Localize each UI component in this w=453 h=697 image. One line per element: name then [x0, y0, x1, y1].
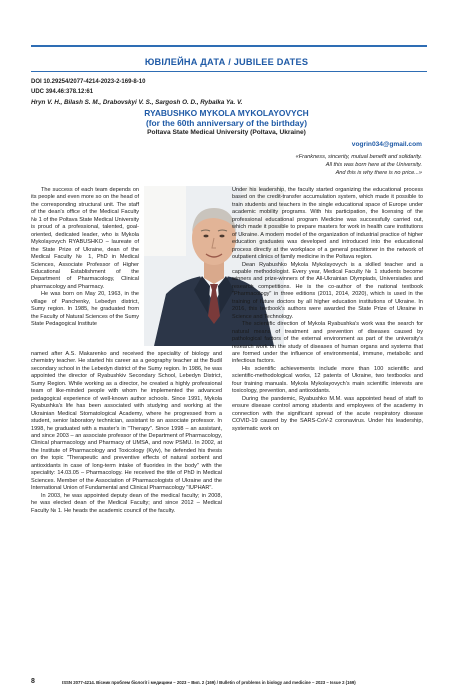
article-subtitle: (for the 60th anniversary of the birthday)	[145, 118, 307, 128]
authors-line: Hryn V. H., Bilash S. M., Drabovskyi V. S., Sargosh O. D., Rybalka Ya. V.	[31, 99, 243, 106]
page-number: 8	[31, 678, 35, 685]
email-link[interactable]: vogrin034@gmail.com	[351, 141, 422, 148]
banner-rule	[31, 71, 427, 72]
section-banner: ЮВІЛЕЙНА ДАТА / JUBILEE DATES	[144, 57, 309, 67]
top-rule	[31, 45, 427, 47]
epigraph-line-2: All this was born here at the University.	[325, 162, 422, 168]
paragraph-teaching: Dean Ryabushko Mykola Mykolayovych is a skilled teacher and a capable methodologist. Every year, Medical Faculty № 1 students become winners and prize-winners of the All-Ukrainian Olympiads, Universiades and research competitions. He is the co-author of the national textbook "Pharmacology" in three editions (2011, 2014, 2020), which is used in the training of future doctors by all higher education institutions of Ukraine. In 2016, this textbook's authors were awarded the State Prize of Ukraine in Science and Technology.	[232, 261, 423, 320]
paragraph-birth: He was born on May 20, 1963, in the village of Panchenky, Lebedyn district, Sumy region. In 1985, he graduated from the Faculty of Natural Sciences of the Sumy State Pedagogical Institute	[31, 291, 139, 328]
left-column-lower	[31, 351, 222, 515]
epigraph-line-1: «Frankness, sincerity, mutual benefit and solidarity.	[295, 154, 422, 160]
paragraph-dean: In 2003, he was appointed deputy dean of the medical faculty; in 2008, he was elected dean of the Medical Faculty; and since 2012 – Medical Faculty № 1. He heads the academic council of the faculty.	[31, 492, 222, 514]
paragraph-achievements: His scientific achievements include more than 100 scientific and scientific-methodological works, 12 patents of Ukraine, two textbooks and four training manuals. Mykola Mykolayovych's main scientific interests are toxicology, prevention, and antioxidants.	[232, 365, 423, 395]
epigraph-line-3: And this is why there is no price...»	[335, 170, 422, 176]
udc-line: UDC 394.46:378.12:61	[31, 89, 94, 95]
article-title: RYABUSHKO MYKOLA MYKOLAYOVYCH	[144, 108, 309, 118]
paragraph-career: named after A.S. Makarenko and received the speciality of biology and chemistry teacher. He started his career as a geography teacher at the Budil secondary school in the Lebedyn district of the Sumy region. In 1986, he was appointed the director of Ryabushkiv Secondary School, Lebedyn District, Sumy Region. While working as a director, he created a highly professional team of like-minded people with whom he implemented the advanced pedagogical experience of well-known author schools. Since 1991, Mykola Ryabushka's life has been associated with studying and working at the Ukrainian Medical Stomatological Academy, where he progressed from a student, senior laboratory technician, assistant to an associate professor. In 1998, he graduated with a master's in "Therapy". Since 1998 – an assistant, and since 2003 – an associate professor of the Department of Pharmacology, Clinical pharmacology and Pharmacy of UMSA, and now PSMU. In 2002, at the Institute of Pharmacology and Toxicology (Kyiv), he defended his thesis on the topic "Therapeutic and preventive effects of natural sorbent and antioxidants in case of long-term intake of fluorides in the body" with the speciality: 14.03.05 – Pharmacology. He received the title of PhD in Medical Sciences. Member of the Association of Pharmacologists of Ukraine and the International Union of Fundamental and Clinical Pharmacology "IUPHAR".	[31, 351, 222, 492]
paragraph-intro: The success of each team depends on its people and even more so on the head of the corresponding structural unit. The staff of the dean's office of the Medical Faculty № 1 of the Poltava State Medical University is proud of a professional, talented, goal-oriented, dedicated leader, who is Mykola Mykolayovych RYABUSHKO – laureate of the State Prize of Ukraine, dean of the Medical Faculty № 1, PhD in Medical Sciences, Associate Professor of Higher Educational Establishment of the Department of Pharmacology, Clinical pharmacology and Pharmacy.	[31, 187, 139, 290]
journal-footer: ISSN 2077-4214. Вісник проблем біології і медицини – 2023 – Вип. 2 (169) / Bulletin of problems in biology and medicine – 2023 – Issue 2 (169)	[62, 680, 356, 685]
right-column	[232, 187, 423, 433]
affiliation: Poltava State Medical University (Poltava, Ukraine)	[147, 129, 306, 136]
paragraph-research: The scientific direction of Mykola Ryabushka's work was the search for natural means of treatment and prevention of diseases caused by pathological factors of the external environment as part of the university's research work on the study of diseases of human organs and systems that are formed under the influence of environmental, immune, metabolic and infectious factors.	[232, 321, 423, 365]
doi-line[interactable]: DOI 10.29254/2077-4214-2023-2-169-8-10	[31, 79, 146, 85]
paragraph-pandemic: During the pandemic, Ryabushko M.M. was appointed head of staff to ensure disease control among students and employees of the academy in connection with the significant spread of the acute respiratory disease COVID-19 caused by the SARS-CoV-2 coronavirus. Under his leadership, systematic work on	[232, 395, 423, 432]
left-narrow-column	[31, 187, 139, 329]
paragraph-leadership: Under his leadership, the faculty started organizing the educational process based on the credit-transfer accumulation system, which made it possible to train students and teachers in the single educational space of Europe under academic mobility programs. With his participation, the licensing of the professional educational program Medicine was successfully carried out, which made it possible to prepare masters for work in health care institutions of Ukraine. A modern model of the organization of industrial practice of higher education graduates was developed and introduced into the educational process directly at the workplace of a general practitioner in the network of outpatient clinics of family medicine in the Poltava region.	[232, 187, 423, 261]
